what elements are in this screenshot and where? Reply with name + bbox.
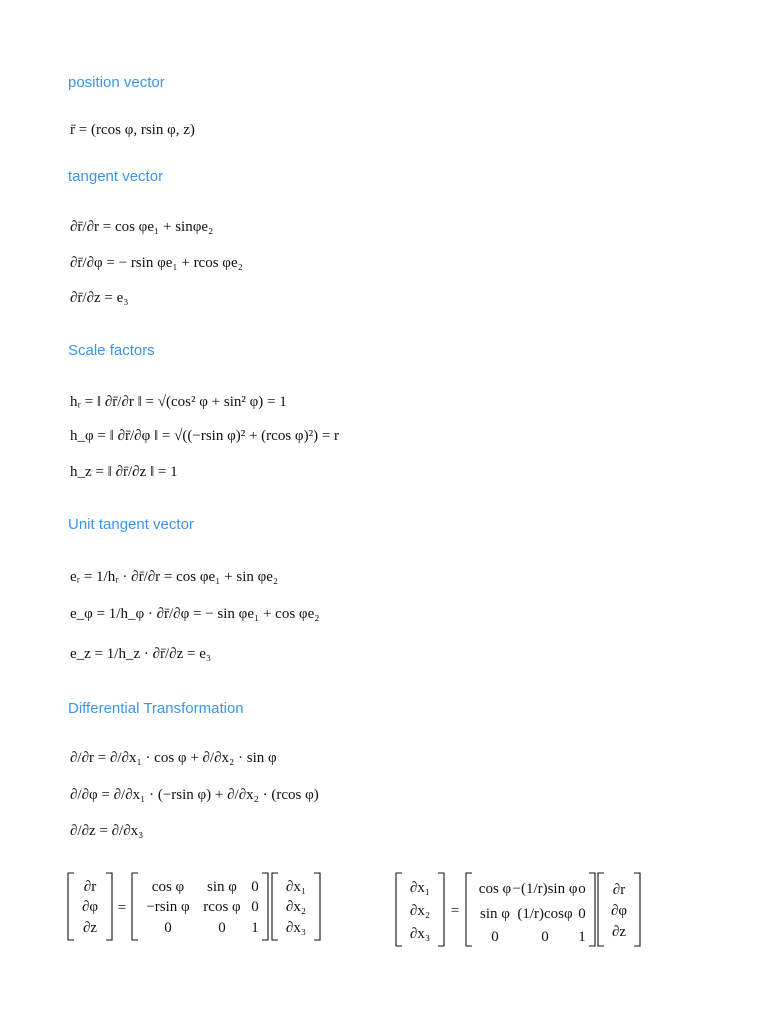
matrix-equation-left xyxy=(68,873,320,940)
equation-unit-phi: e_φ = 1/h_φ · ∂r̄/∂φ = − sin φe₁ + cos φe₂ xyxy=(70,606,320,622)
heading-position-vector: position vector xyxy=(68,74,165,91)
matrix-entry: sin φ xyxy=(207,879,237,895)
equation-scale-r: hᵣ = ‖ ∂r̄/∂r ‖ = √(cos² φ + sin² φ) = 1 xyxy=(70,394,287,410)
matrix-entry: cos φ xyxy=(478,881,512,897)
bracket xyxy=(589,873,595,946)
rhs-entry: ∂φ xyxy=(610,903,628,919)
matrix-entry: cos φ xyxy=(151,879,185,895)
bracket xyxy=(132,873,138,940)
heading-unit-tangent-vector: Unit tangent vector xyxy=(68,516,194,533)
bracket xyxy=(68,873,74,940)
matrix-entry: o xyxy=(578,881,586,897)
matrix-entry: rcos φ xyxy=(203,899,241,915)
bracket xyxy=(634,873,640,946)
matrix-entry: 0 xyxy=(251,899,259,915)
bracket xyxy=(314,873,320,940)
matrix-entry: −rsin φ xyxy=(146,899,190,915)
rhs-entry: ∂r xyxy=(612,882,626,898)
matrix-entry: 0 xyxy=(164,920,172,936)
heading-tangent-vector: tangent vector xyxy=(68,168,164,185)
matrix-entry: 0 xyxy=(218,920,226,936)
bracket xyxy=(106,873,112,940)
equation-position-vector: r̄ = (rcos φ, rsin φ, z) xyxy=(70,122,195,138)
rhs-entry: ∂x₃ xyxy=(285,920,307,936)
equation-diff-phi: ∂/∂φ = ∂/∂x₁ · (−rsin φ) + ∂/∂x₂ · (rcos φ) xyxy=(70,787,319,803)
equation-unit-z: e_z = 1/h_z · ∂r̄/∂z = e₃ xyxy=(70,646,212,662)
lhs-entry: ∂z xyxy=(82,920,98,936)
equation-tangent-r: ∂r̄/∂r = cos φe₁ + sinφe₂ xyxy=(70,219,214,235)
matrix-entry: (1/r)cosφ xyxy=(517,906,573,922)
equals-sign: = xyxy=(117,900,127,916)
equation-diff-r: ∂/∂r = ∂/∂x₁ · cos φ + ∂/∂x₂ · sin φ xyxy=(70,750,277,766)
equation-tangent-phi: ∂r̄/∂φ = − rsin φe₁ + rcos φe₂ xyxy=(70,255,243,271)
bracket xyxy=(262,873,268,940)
matrix-entry: 0 xyxy=(541,929,549,945)
matrix-entry: 0 xyxy=(491,929,499,945)
rhs-entry: ∂x₂ xyxy=(285,899,307,915)
matrix-entry: −(1/r)sin φ xyxy=(512,881,578,897)
lhs-entry: ∂φ xyxy=(81,899,99,915)
lhs-entry: ∂x₂ xyxy=(409,903,431,919)
matrix-equation-right xyxy=(396,873,640,946)
heading-scale-factors: Scale factors xyxy=(68,342,155,359)
lhs-entry: ∂x₁ xyxy=(409,880,431,896)
rhs-entry: ∂x₁ xyxy=(285,879,307,895)
lhs-entry: ∂r xyxy=(83,879,97,895)
matrix-entry: 1 xyxy=(578,929,586,945)
equation-unit-r: eᵣ = 1/hᵣ · ∂r̄/∂r = cos φe₁ + sin φe₂ xyxy=(70,569,279,585)
lhs-entry: ∂x₃ xyxy=(409,926,431,942)
rhs-entry: ∂z xyxy=(611,924,627,940)
bracket xyxy=(272,873,278,940)
equation-tangent-z: ∂r̄/∂z = e₃ xyxy=(70,290,129,306)
equation-scale-phi: h_φ = ‖ ∂r̄/∂φ ‖ = √((−rsin φ)² + (rcos φ)²) = r xyxy=(70,428,340,444)
equation-diff-z: ∂/∂z = ∂/∂x₃ xyxy=(70,823,144,839)
bracket xyxy=(438,873,444,946)
bracket xyxy=(598,873,604,946)
heading-differential-transformation: Differential Transformation xyxy=(68,700,244,717)
matrix-entry: 0 xyxy=(578,906,586,922)
bracket xyxy=(396,873,402,946)
bracket xyxy=(466,873,472,946)
equation-scale-z: h_z = ‖ ∂r̄/∂z ‖ = 1 xyxy=(70,464,178,480)
matrix-entry: 0 xyxy=(251,879,259,895)
matrix-entry: 1 xyxy=(251,920,259,936)
matrix-entry: sin φ xyxy=(480,906,510,922)
equals-sign: = xyxy=(450,903,460,919)
